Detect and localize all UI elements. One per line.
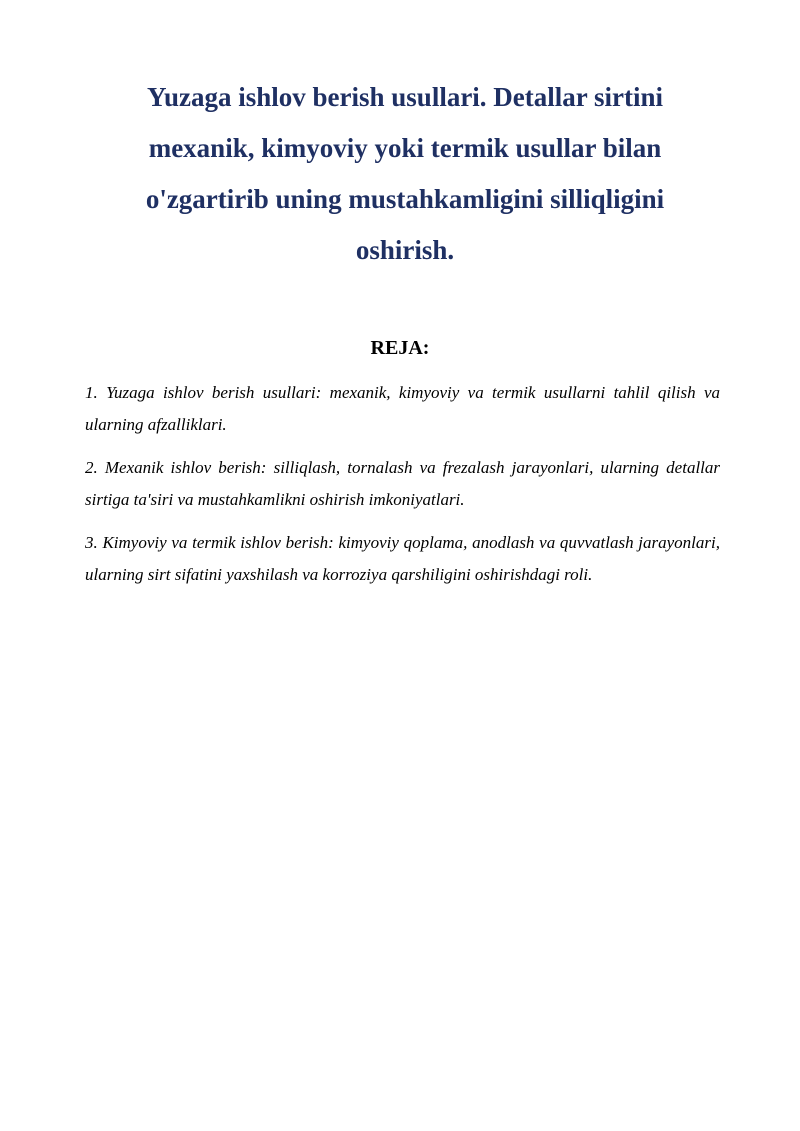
document-title: Yuzaga ishlov berish usullari. Detallar sirtini mexanik, kimyoviy yoki termik usullar bilan o'zgartirib uning mustahkamligini silliqligini oshirish. — [145, 82, 665, 265]
plan-heading: REJA: — [370, 337, 430, 359]
plan-item-1: 1. Yuzaga ishlov berish usullari: mexanik, kimyoviy va termik usullarni tahlil qilish va ularning afzalliklari. — [85, 383, 720, 434]
plan-item-3: 3. Kimyoviy va termik ishlov berish: kimyoviy qoplama, anodlash va quvvatlash jarayonlari, ularning sirt sifatini yaxshilash va korroziya qarshiligini oshirishdagi roli. — [85, 533, 720, 584]
plan-list — [85, 377, 720, 602]
plan-item-2: 2. Mexanik ishlov berish: silliqlash, tornalash va frezalash jarayonlari, ularning detallar sirtiga ta'siri va mustahkamlikni oshirish imkoniyatlari. — [85, 458, 720, 509]
